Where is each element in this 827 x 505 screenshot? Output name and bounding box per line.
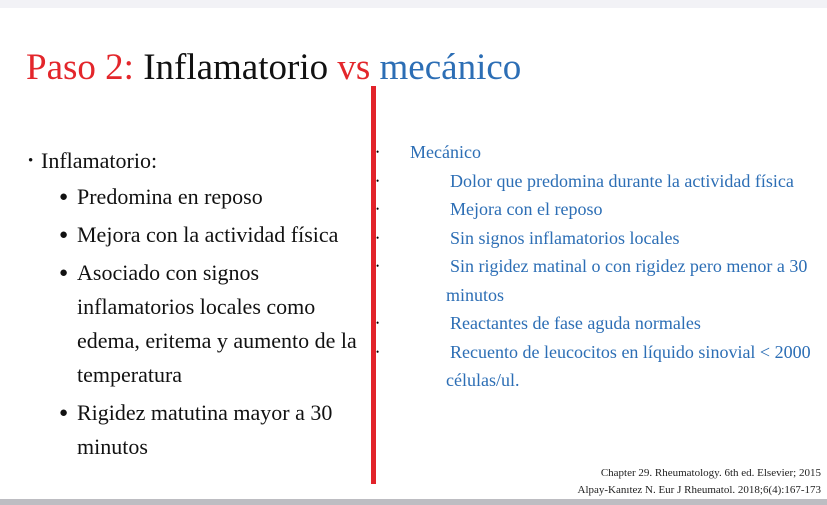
inflammatory-item-text: Mejora con la actividad física bbox=[77, 222, 339, 247]
mechanical-item-text: Sin signos inflamatorios locales bbox=[450, 227, 680, 248]
slide bbox=[0, 8, 827, 499]
bullet-icon: ● bbox=[59, 227, 69, 243]
mechanical-item-text: Reactantes de fase aguda normales bbox=[450, 313, 701, 333]
bullet-icon: • bbox=[376, 147, 380, 157]
title-step: Paso 2: bbox=[26, 47, 134, 88]
mechanical-item-text: Sin rigidez matinal o con rigidez pero menor a 30 minutos bbox=[446, 256, 808, 305]
inflammatory-item bbox=[28, 180, 373, 214]
mechanical-column bbox=[376, 138, 821, 395]
inflammatory-item bbox=[28, 218, 373, 252]
mechanical-item bbox=[376, 309, 821, 338]
bullet-icon: • bbox=[376, 232, 380, 243]
bullet-icon: ● bbox=[59, 405, 69, 421]
bullet-icon: • bbox=[376, 261, 380, 271]
inflammatory-heading bbox=[28, 144, 373, 178]
title-mechanical: mecánico bbox=[379, 47, 522, 88]
mechanical-heading bbox=[376, 138, 821, 167]
inflammatory-item bbox=[28, 396, 373, 464]
bullet-icon: • bbox=[28, 153, 34, 169]
bullet-icon: • bbox=[376, 204, 380, 214]
mechanical-item bbox=[376, 338, 821, 395]
citation-line: Alpay-Kanıtez N. Eur J Rheumatol. 2018;6(4):167-173 bbox=[577, 484, 821, 496]
inflammatory-item-text: Rigidez matutina mayor a 30 minutos bbox=[77, 400, 333, 459]
citation-line: Chapter 29. Rheumatology. 6th ed. Elsevier; 2015 bbox=[600, 467, 821, 479]
bullet-icon: • bbox=[376, 318, 380, 328]
bullet-icon: ● bbox=[59, 265, 69, 281]
mechanical-item bbox=[376, 252, 821, 309]
mechanical-item-text: Recuento de leucocitos en líquido sinovial < 2000 células/ul. bbox=[446, 341, 811, 390]
mechanical-item-text: Dolor que predomina durante la actividad física bbox=[450, 170, 794, 191]
bullet-icon: • bbox=[376, 175, 380, 186]
slide-title bbox=[26, 48, 521, 88]
inflammatory-heading-text: Inflamatorio: bbox=[41, 148, 158, 173]
mechanical-heading-text: Mecánico bbox=[410, 142, 481, 162]
citation bbox=[578, 465, 821, 499]
title-inflammatory: Inflamatorio bbox=[143, 47, 329, 88]
inflammatory-column bbox=[28, 144, 373, 468]
bullet-icon: • bbox=[376, 346, 380, 357]
top-margin-strip bbox=[0, 0, 827, 8]
title-vs: vs bbox=[337, 47, 371, 88]
inflammatory-item-text: Asociado con signos inflamatorios locales como edema, eritema y aumento de la temperatura bbox=[77, 260, 357, 387]
bullet-icon: ● bbox=[59, 189, 69, 205]
mechanical-item-text: Mejora con el reposo bbox=[450, 199, 603, 219]
inflammatory-item-text: Predomina en reposo bbox=[77, 184, 263, 209]
bottom-margin-strip bbox=[0, 499, 827, 505]
mechanical-item bbox=[376, 167, 821, 196]
inflammatory-item bbox=[28, 256, 373, 392]
mechanical-item bbox=[376, 195, 821, 224]
mechanical-item bbox=[376, 224, 821, 253]
